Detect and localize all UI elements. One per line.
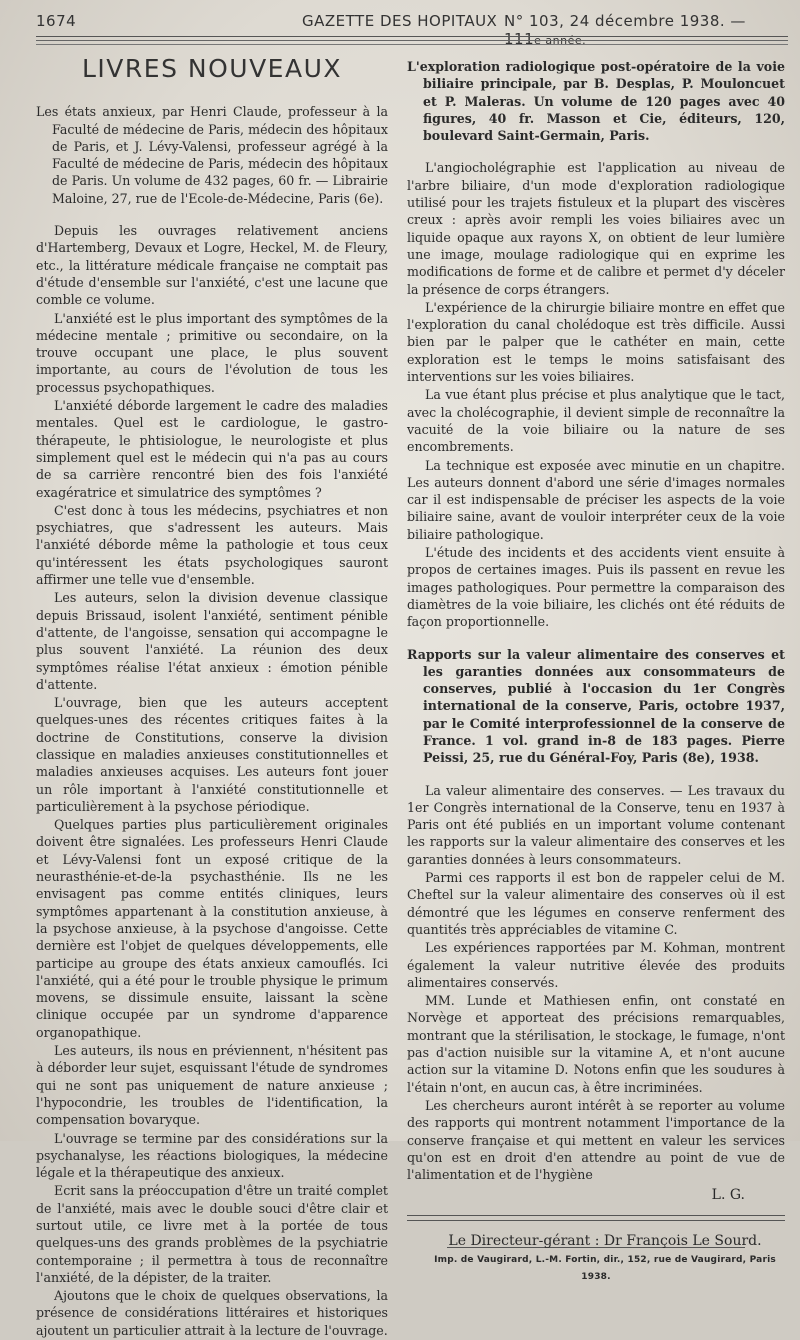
issue-info: N° 103, 24 décembre 1938. — 111e année.	[504, 12, 746, 48]
issue-suffix: e année.	[534, 34, 587, 47]
review-paragraph: La vue étant plus précise et plus analytique que le tact, avec la cholécographie, il devient simple de reconnaître la vacuité de la voie biliaire ou la nature de ses encombrements.	[407, 387, 785, 455]
book-reference: Les états anxieux, par Henri Claude, professeur à la Faculté de médecine de Paris, médecin des hôpitaux de Paris, et J. Lévy-Valensi, professeur agrégé à la Faculté de médecine de Paris, médecin des hôpitaux de Paris. Un volume de 432 pages, 60 fr. — Librairie Maloine, 27, rue de l'Ecole-de-Médecine, Paris (6e).	[36, 104, 388, 206]
review-paragraph: L'expérience de la chirurgie biliaire montre en effet que l'exploration du canal cholédoque est très difficile. Aussi bien par le palper que le cathéter en main, cette exploration est le temps le moins satisfaisant des interventions sur les voies biliaires.	[407, 299, 785, 385]
review-paragraph: Les expériences rapportées par M. Kohman, montrent également la valeur nutritive élevée des produits alimentaires conservés.	[407, 940, 785, 990]
book-reference: Rapports sur la valeur alimentaire des conserves et les garanties données aux consommateurs de conserves, publié à l'occasion du 1er Congrès international de la conserve, Paris, octobre 1937, par le Comité interprofessionnel de la conserve de France. 1 vol. grand in-8 de 183 pages. Pierre Peissi, 25, rue du Général-Foy, Paris (8e), 1938.	[407, 646, 785, 766]
review-paragraph: Ecrit sans la préoccupation d'être un traité complet de l'anxiété, mais avec le double souci d'être clair et surtout utile, ce livre met à la portée de tous quelques-uns des grands problèmes de la psychiatrie contemporaine ; il permettra à tous de reconnaître l'anxiété, de la dépister, de la traiter.	[36, 1183, 388, 1285]
imprint-line: Imp. de Vaugirard, L.-M. Fortin, dir., 152, rue de Vaugirard, Paris 1938.	[434, 1255, 776, 1283]
review-paragraph: Les auteurs, ils nous en préviennent, n'hésitent pas à déborder leur sujet, esquissant l'étude de syndromes qui ne sont pas uniquement de nature anxieuse ; l'hypocondrie, les troubles de l'identification, la compensation bovaryque.	[36, 1043, 388, 1128]
divider	[407, 1215, 785, 1216]
right-column	[407, 58, 785, 1288]
review-paragraph: Quelques parties plus particulièrement originales doivent être signalées. Les professeurs Henri Claude et Lévy-Valensi font un exposé critique de la neurasthénie-et-de-la psychasthénie. Ils ne les envisagent pas comme entités cliniques, leurs symptômes appartenant à la constitution anxieuse, à la psychose anxieuse, à la psychose d'angoisse. Cette dernière est l'objet de quelques développements, elle participe au groupe des états anxieux camouflés. Ici l'anxiété, qui a été pour le trouble physique le primum movens, se dissimule ensuite, laissant la scène clinique occupée par un syndrome d'apparence organopathique.	[36, 817, 388, 1040]
review-paragraph: L'anxiété est le plus important des symptômes de la médecine mentale ; primitive ou secondaire, on la trouve occupant une place, le plus souvent importante, au cours de l'évolution de tous les processus psychopathiques.	[36, 310, 388, 395]
review-paragraph: Les auteurs, selon la division devenue classique depuis Brissaud, isolent l'anxiété, sentiment pénible d'attente, de l'angoisse, sensation qui accompagne le plus souvent l'anxiété. La réunion des deux symptômes réalise l'état anxieux : émotion pénible d'attente.	[36, 590, 388, 692]
header-rule	[36, 40, 788, 41]
page-header	[36, 6, 788, 48]
signature: L. G.	[711, 1187, 745, 1204]
review-paragraph: La technique est exposée avec minutie en un chapitre. Les auteurs donnent d'abord une série d'images normales car il est indispensable de préciser les aspects de la voie biliaire saine, avant de vouloir interpréter ceux de la voie biliaire pathologique.	[407, 457, 785, 542]
review-paragraph: C'est donc à tous les médecins, psychiatres et non psychiatres, que s'adressent les auteurs. Mais l'anxiété déborde même la pathologie et tous ceux qu'intéressent les états psychologiques sauront affirmer une telle vue d'ensemble.	[36, 502, 388, 588]
header-rule	[36, 44, 788, 45]
review-paragraph: L'anxiété déborde largement le cadre des maladies mentales. Quel est le cardiologue, le gastro-thérapeute, le phtisiologue, le neurologiste et plus simplement quel est le médecin qui n'a pas au cours de sa carrière rencontré bien des fois l'anxiété exagératrice et simulatrice des symptômes ?	[36, 398, 388, 500]
review-paragraph: L'angiocholégraphie est l'application au niveau de l'arbre biliaire, d'un mode d'exploration radiologique utilisé pour les trajets fistuleux et la plupart des viscères creux : après avoir rempli les voies biliaires avec un liquide opaque aux rayons X, on obtient de leur lumière une image, moulage radiologique qui en exprime les modifications de forme et de calibre et permet d'y déceler la présence de corps étrangers.	[407, 160, 785, 297]
review-paragraph: L'ouvrage, bien que les auteurs acceptent quelques-unes des récentes critiques faites à la doctrine de Constitutions, conserve la division classique en maladies anxieuses constitutionnelles et maladies anxieuses acquises. Les auteurs font jouer un rôle important à l'anxiété constitutionnelle et particulièrement à la psychose périodique.	[36, 695, 388, 814]
review-paragraph: L'étude des incidents et des accidents vient ensuite à propos de certaines images. Puis ils passent en revue les images pathologiques. Pour permettre la comparaison des diamètres de la voie biliaire, les clichés ont été réduits de façon proportionnelle.	[407, 545, 785, 630]
left-column	[36, 54, 388, 1340]
section-title: LIVRES NOUVEAUX	[82, 54, 342, 83]
review-paragraph: L'ouvrage se termine par des considérations sur la psychanalyse, les réactions biologiques, la médecine légale et la thérapeutique des anxieux.	[36, 1130, 388, 1181]
book-reference: L'exploration radiologique post-opératoire de la voie biliaire principale, par B. Desplas, P. Mouloncuet et P. Maleras. Un volume de 120 pages avec 40 figures, 40 fr. Masson et Cie, éditeurs, 120, boulevard Saint-Germain, Paris.	[407, 59, 785, 144]
page-number: 1674	[36, 12, 77, 30]
review-paragraph: Les chercheurs auront intérêt à se reporter au volume des rapports qui montrent notamment l'importance de la conserve française et qui mettent en valeur les services qu'on est en droit d'en attendre au point de vue de l'alimentation et de l'hygiène	[407, 1097, 785, 1183]
review-paragraph: La valeur alimentaire des conserves. — Les travaux du 1er Congrès international de la Conserve, tenu en 1937 à Paris ont été publiés en un important volume contenant les rapports sur la valeur alimentaire des conserves et les garanties données à leurs consommateurs.	[407, 782, 785, 867]
review-paragraph: Parmi ces rapports il est bon de rappeler celui de M. Cheftel sur la valeur alimentaire des conserves où il est démontré que les légumes en conserve renferment des quantités très appréciables de vitamine C.	[407, 870, 785, 937]
director-line: Le Directeur-gérant : Dr François Le Sourd.	[448, 1232, 762, 1249]
review-paragraph: Ajoutons que le choix de quelques observations, la présence de considérations littéraires et historiques ajoutent un particulier attrait à la lecture de l'ouvrage.	[36, 1288, 388, 1338]
header-rule	[36, 36, 788, 37]
review-paragraph: MM. Lunde et Mathiesen enfin, ont constaté en Norvège et apporteat des précisions remarquables, montrant que la stérilisation, le stockage, le fumage, n'ont pas d'action nuisible sur la vitamine A, et n'ont aucune action sur la vitamine D. Notons enfin que les soudures à l'étain n'ont, en aucun cas, à être incriminées.	[407, 993, 785, 1095]
journal-title: GAZETTE DES HOPITAUX	[302, 12, 498, 30]
review-paragraph: Depuis les ouvrages relativement anciens d'Hartemberg, Devaux et Logre, Heckel, M. de Fleury, etc., la littérature médicale française ne comptait pas d'étude d'ensemble sur l'anxiété, c'est une lacune que comble ce volume.	[36, 223, 388, 308]
divider	[407, 1220, 785, 1221]
